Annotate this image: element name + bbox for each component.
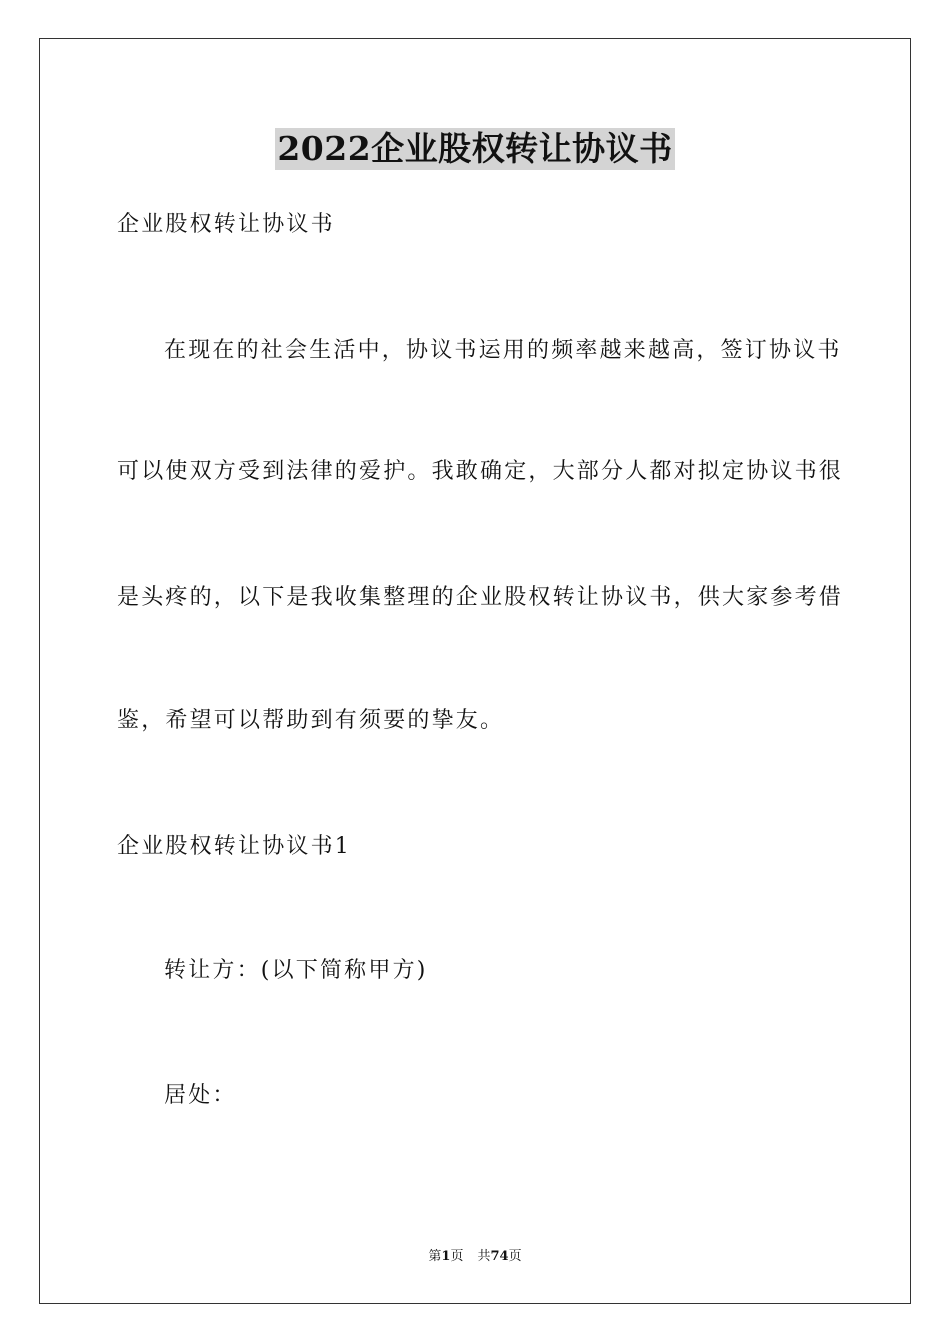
- section-heading: 企业股权转让协议书1: [117, 834, 351, 859]
- page-footer: [0, 1248, 950, 1266]
- paragraph-line-3: 是头疼的，以下是我收集整理的企业股权转让协议书，供大家参考借: [117, 585, 844, 610]
- paragraph-line-2: 可以使双方受到法律的爱护。我敢确定，大部分人都对拟定协议书很: [117, 459, 844, 484]
- footer-total-pages: 74: [490, 1249, 509, 1264]
- footer-total-suffix: 页: [508, 1249, 522, 1264]
- footer-page-prefix: 第: [428, 1249, 442, 1264]
- footer-total-prefix: 共: [477, 1249, 491, 1264]
- paragraph-line-1: 在现在的社会生活中，协议书运用的频率越来越高，签订协议书: [164, 338, 842, 363]
- document-subtitle: 企业股权转让协议书: [117, 212, 335, 237]
- title-container: [0, 128, 950, 170]
- document-title: 2022企业股权转让协议书: [277, 129, 673, 168]
- paragraph-line-4: 鉴，希望可以帮助到有须要的挚友。: [117, 708, 505, 733]
- footer-page-suffix: 页: [450, 1249, 464, 1264]
- footer-page-number: 1: [441, 1249, 451, 1264]
- address-label: 居处：: [164, 1083, 237, 1108]
- transferor-label: 转让方：(以下简称甲方): [164, 958, 428, 983]
